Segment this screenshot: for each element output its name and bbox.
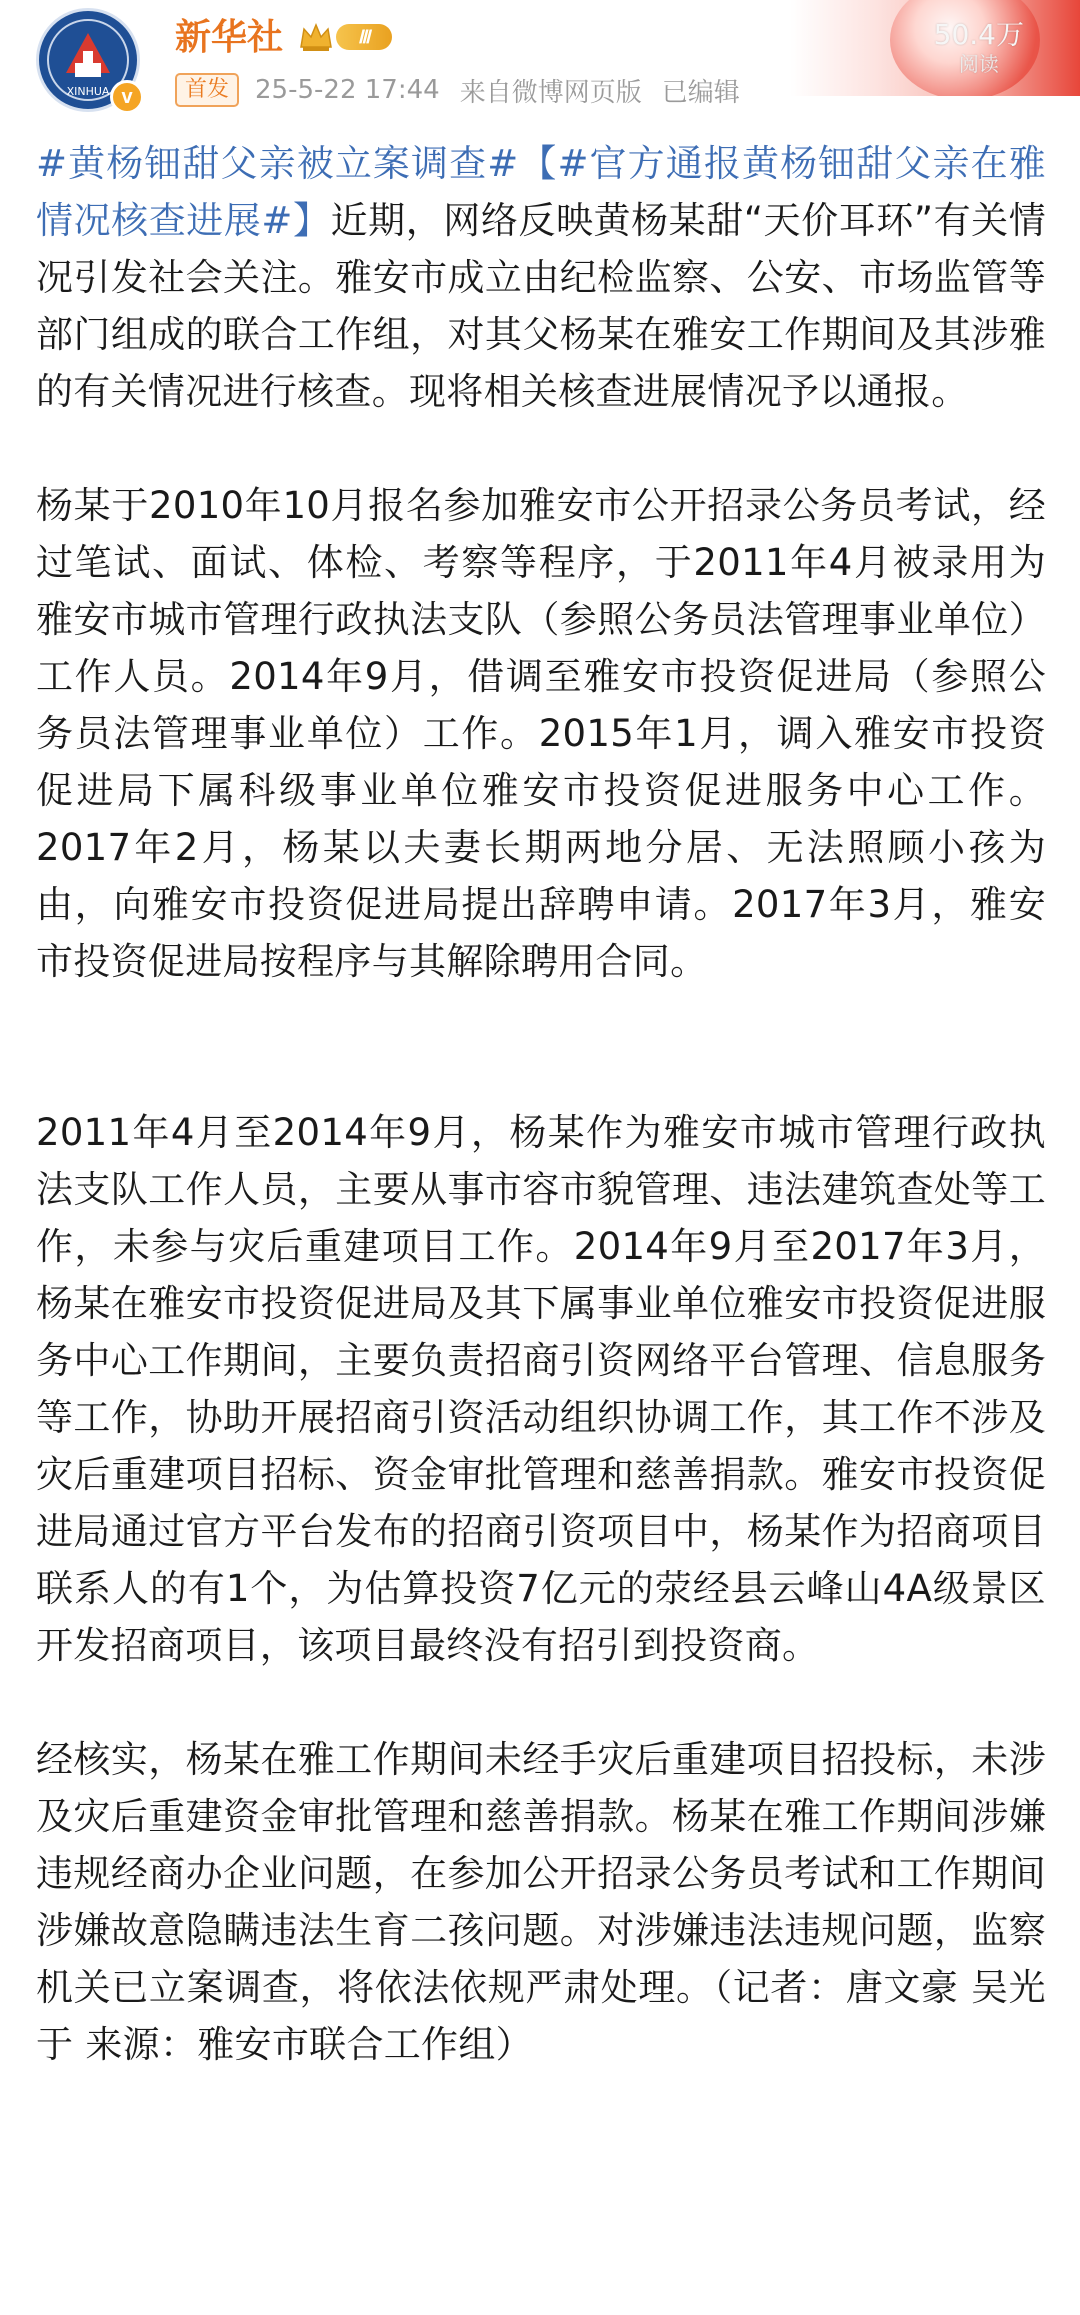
post-source: 来自微博网页版 [459,77,642,108]
username[interactable]: 新华社 [175,17,284,58]
member-level-label: Ⅲ [336,24,392,50]
hashtag-link[interactable]: 【#官方通报黄杨钿甜父亲在雅情况核查进展#】 [36,142,1046,242]
header-banner [790,0,1080,96]
post-body [36,135,1046,2073]
edited-label: 已编辑 [661,77,740,108]
member-badge[interactable] [298,20,396,54]
post-timestamp: 25-5-22 17:44 [255,75,440,105]
post-meta [175,72,740,108]
avatar-logo-text: XINHUA [66,85,110,98]
post-header [0,0,1080,130]
crown-icon [298,21,334,53]
post-paragraph: 2011年4月至2014年9月，杨某作为雅安市城市管理行政执法支队工作人员，主要从事市容市貌管理、违法建筑查处等工作，未参与灾后重建项目工作。2014年9月至2017年3月，杨某在雅安市投资促进局及其下属事业单位雅安市投资促进服务中心工作期间，主要负责招商引资网络平台管理、信息服务等工作，协助开展招商引资活动组织协调工作，其工作不涉及灾后重建项目招标、资金审批管理和慈善捐款。雅安市投资促进局通过官方平台发布的招商引资项目中，杨某作为招商项目联系人的有1个，为估算投资7亿元的荥经县云峰山4A级景区开发招商项目，该项目最终没有招引到投资商。 [36,1111,1046,1667]
view-count [934,18,1024,76]
first-publish-tag: 首发 [175,73,239,107]
view-count-value: 50.4万 [933,18,1024,51]
intro-text: 近期，网络反映黄杨某甜“天价耳环”有关情况引发社会关注。雅安市成立由纪检监察、公安、市场监管等部门组成的联合工作组，对其父杨某在雅安工作期间及其涉雅的有关情况进行核查。现将相关核查进展情况予以通报。 [36,199,1046,413]
post-paragraph: 经核实，杨某在雅工作期间未经手灾后重建项目招投标，未涉及灾后重建资金审批管理和慈善捐款。杨某在雅工作期间涉嫌违规经商办企业问题，在参加公开招录公务员考试和工作期间涉嫌故意隐瞒违法生育二孩问题。对涉嫌违法违规问题，监察机关已立案调查，将依法依规严肃处理。（记者：唐文豪 吴光于 来源：雅安市联合工作组） [36,1738,1046,2066]
verified-badge-icon: v [110,80,144,114]
view-count-label: 阅读 [958,52,999,76]
post-paragraph-intro [36,135,1046,420]
post-paragraph: 杨某于2010年10月报名参加雅安市公开招录公务员考试，经过笔试、面试、体检、考察等程序，于2011年4月被录用为雅安市城市管理行政执法支队（参照公务员法管理事业单位）工作人员。2014年9月，借调至雅安市投资促进局（参照公务员法管理事业单位）工作。2015年1月，调入雅安市投资促进局下属科级事业单位雅安市投资促进服务中心工作。2017年2月，杨某以夫妻长期两地分居、无法照顾小孩为由，向雅安市投资促进局提出辞聘申请。2017年3月，雅安市投资促进局按程序与其解除聘用合同。 [36,484,1046,983]
hashtag-link[interactable]: #黄杨钿甜父亲被立案调查# [36,142,519,185]
